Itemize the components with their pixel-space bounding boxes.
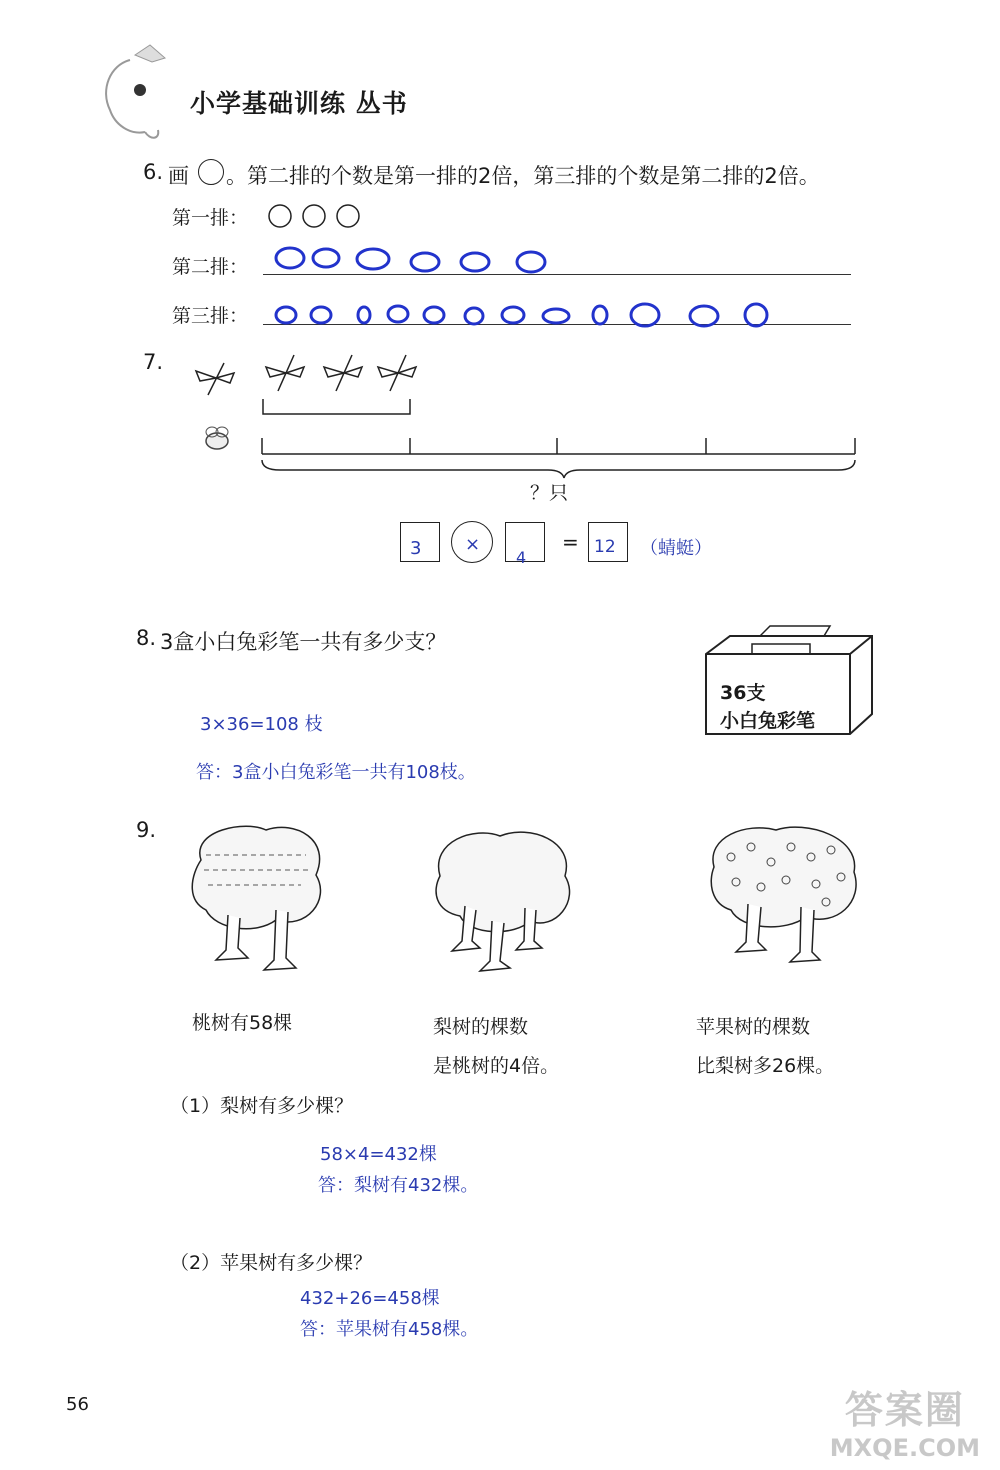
series-title: 小学基础训练 丛书: [190, 89, 408, 118]
row1-label: 第一排：: [172, 207, 249, 229]
dragonfly-icon: [324, 355, 362, 391]
cartoon-mascot-icon: [90, 40, 190, 145]
peach-trees-illustration: [186, 820, 336, 979]
q9-sub1-answer: 答：梨树有432棵。: [318, 1175, 479, 1196]
header-decoration: [90, 40, 190, 145]
q9-sub2-question: （2）苹果树有多少棵？: [170, 1252, 373, 1274]
eq-b-value: 4: [516, 548, 527, 567]
crayon-box-count: 36支: [720, 682, 766, 704]
circle-icon: [198, 159, 224, 185]
row2-label: 第二排：: [172, 256, 249, 278]
row3-circles: [270, 297, 780, 335]
q9-sub2-work: 432+26=458棵: [300, 1288, 440, 1309]
q6-number: 6.: [143, 160, 164, 184]
eq-equals: =: [562, 530, 579, 554]
crayon-box-name: 小白兔彩笔: [720, 710, 816, 732]
page-number: 56: [66, 1394, 89, 1415]
q7-question-label: ？只: [530, 482, 569, 504]
peach-caption: 桃树有58棵: [192, 1012, 293, 1034]
q7-number: 7.: [143, 350, 164, 374]
eq-operator: ×: [465, 534, 481, 555]
q6-text-after: 。第二排的个数是第一排的2倍，第三排的个数是第二排的2倍。: [226, 164, 820, 188]
q8-work: 3×36=108 枝: [200, 714, 323, 735]
pear-trees-illustration: [430, 826, 580, 980]
eq-unit: （蜻蜓）: [640, 538, 712, 559]
row1-circles: [268, 203, 378, 235]
q9-sub2-answer: 答：苹果树有458棵。: [300, 1319, 479, 1340]
dragonfly-bracket: [262, 398, 414, 422]
q6-text-before: 画: [168, 164, 189, 188]
q8-text: 3盒小白兔彩笔一共有多少支？: [160, 630, 447, 654]
dragonfly-icon: [378, 355, 416, 391]
apple-caption-line2: 比梨树多26棵。: [696, 1055, 835, 1077]
bee-icon: [200, 424, 234, 458]
watermark-main: 答案圈: [844, 1388, 965, 1432]
q8-answer: 答：3盒小白兔彩笔一共有108枝。: [196, 762, 476, 783]
watermark: [830, 1379, 980, 1462]
dragonfly-icon: [196, 363, 234, 395]
watermark-url: MXQE.COM: [829, 1434, 980, 1462]
row2-circles: [270, 244, 560, 280]
pear-caption-line1: 梨树的棵数: [433, 1016, 529, 1038]
eq-a-value: 3: [410, 538, 422, 559]
q9-number: 9.: [136, 818, 157, 842]
apple-caption-line1: 苹果树的棵数: [696, 1016, 811, 1038]
pear-caption-line2: 是桃树的4倍。: [433, 1055, 560, 1077]
row3-label: 第三排：: [172, 305, 249, 327]
eq-result-value: 12: [594, 537, 616, 557]
dragonfly-icon: [266, 355, 304, 391]
q8-number: 8.: [136, 626, 157, 650]
apple-trees-illustration: [706, 822, 866, 976]
q9-sub1-question: （1）梨树有多少棵？: [170, 1095, 354, 1117]
q9-sub1-work: 58×4=432棵: [320, 1144, 437, 1165]
